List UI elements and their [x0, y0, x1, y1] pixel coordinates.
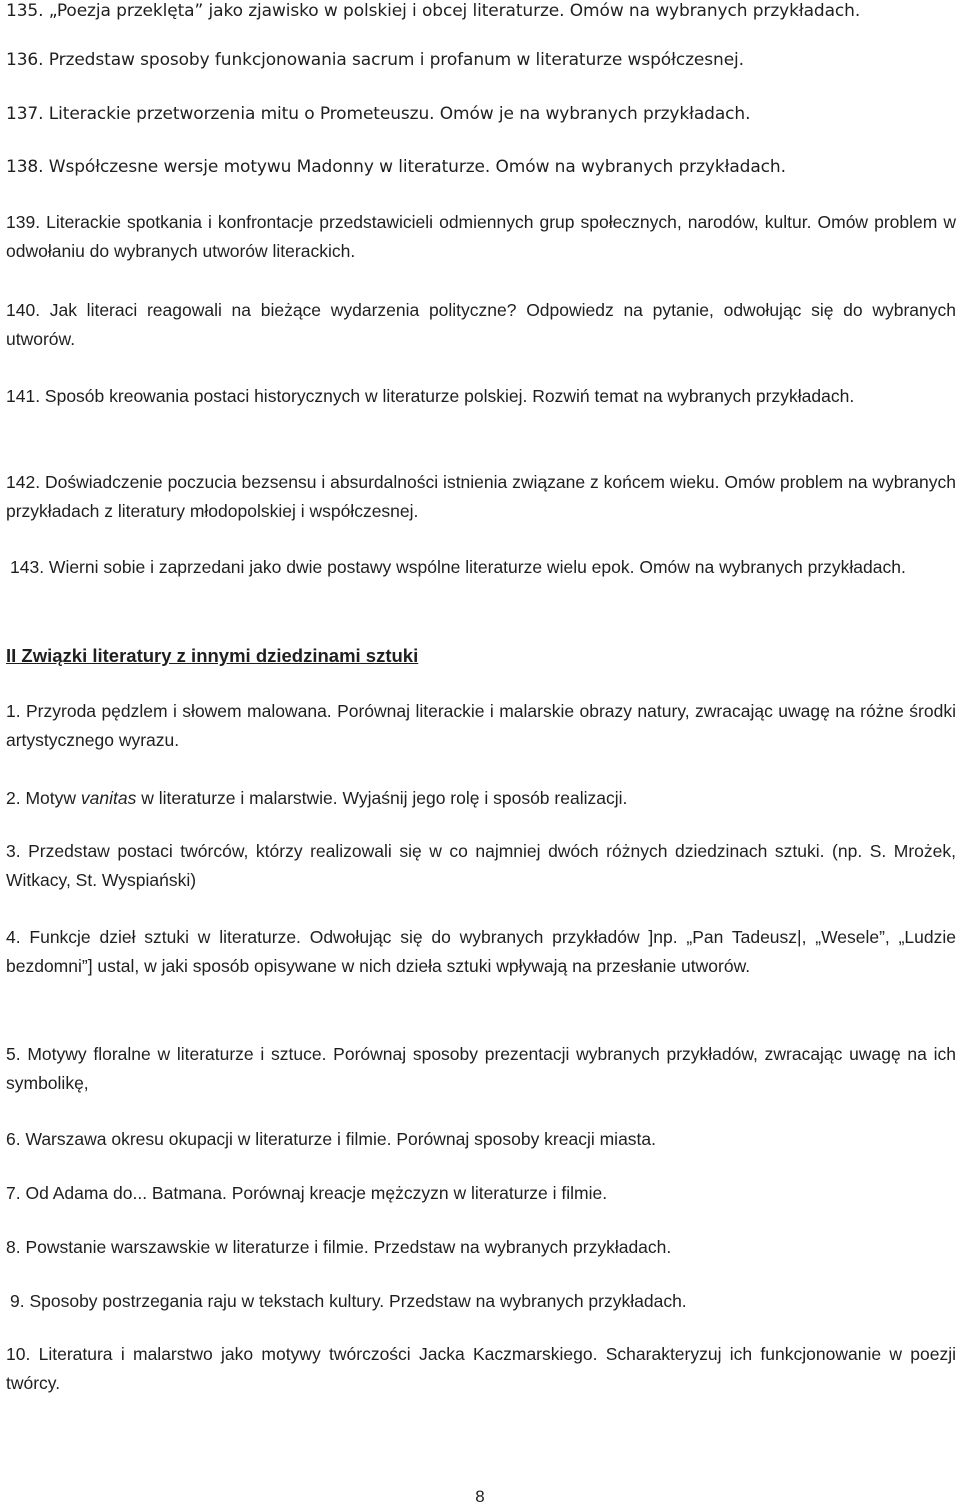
- page-number: 8: [475, 1487, 485, 1506]
- topic-136: 136. Przedstaw sposoby funkcjonowania sacrum i profanum w literaturze współczesnej.: [6, 50, 744, 70]
- section-item-9: [6, 1287, 956, 1316]
- topic-141: 141. Sposób kreowania postaci historycznych w literaturze polskiej. Rozwiń temat na wybranych przykładach.: [6, 386, 855, 406]
- section-item-5: 5. Motywy floralne w literaturze i sztuce. Porównaj sposoby prezentacji wybranych przykładów, zwracając uwagę na ich symbolikę,: [6, 1044, 956, 1093]
- section-heading: II Związki literatury z innymi dziedzinami sztuki: [6, 645, 419, 666]
- section-item-7: 7. Od Adama do... Batmana. Porównaj kreacje mężczyzn w literaturze i filmie.: [6, 1183, 608, 1203]
- section-item-6: 6. Warszawa okresu okupacji w literaturze i filmie. Porównaj sposoby kreacji miasta.: [6, 1129, 657, 1149]
- topic-140: 140. Jak literaci reagowali na bieżące wydarzenia polityczne? Odpowiedz na pytanie, odwołując się do wybranych utworów.: [6, 300, 956, 349]
- section-item-8: 8. Powstanie warszawskie w literaturze i filmie. Przedstaw na wybranych przykładach.: [6, 1237, 672, 1257]
- section-item-2: [6, 784, 956, 813]
- topic-137: 137. Literackie przetworzenia mitu o Prometeuszu. Omów je na wybranych przykładach.: [6, 104, 751, 124]
- section-item-2-after: w literaturze i malarstwie. Wyjaśnij jego rolę i sposób realizacji.: [136, 788, 628, 808]
- section-item-2-before: 2. Motyw: [6, 788, 81, 808]
- topic-142: 142. Doświadczenie poczucia bezsensu i absurdalności istnienia związane z końcem wieku. Omów problem na wybranych przykładach z literatury młodopolskiej i współczesnej.: [6, 472, 956, 521]
- topic-143: [6, 553, 956, 582]
- section-item-3: 3. Przedstaw postaci twórców, którzy realizowali się w co najmniej dwóch różnych dziedzinach sztuki. (np. S. Mrożek, Witkacy, St. Wyspiański): [6, 841, 956, 890]
- section-item-10: 10. Literatura i malarstwo jako motywy twórczości Jacka Kaczmarskiego. Scharakteryzuj ich funkcjonowanie w poezji twórcy.: [6, 1344, 956, 1393]
- topic-143-text: 143. Wierni sobie i zaprzedani jako dwie postawy wspólne literaturze wielu epok. Omów na wybranych przykładach.: [10, 557, 906, 577]
- topic-135: 135. „Poezja przeklęta” jako zjawisko w polskiej i obcej literaturze. Omów na wybranych przykładach.: [6, 1, 861, 21]
- section-item-4: 4. Funkcje dzieł sztuki w literaturze. Odwołując się do wybranych przykładów ]np. „Pan Tadeusz|, „Wesele”, „Ludzie bezdomni”] ustal, w jaki sposób opisywane w nich dzieła sztuki wpływają na przesłanie utworów.: [6, 927, 956, 976]
- section-item-2-italic: vanitas: [80, 788, 137, 808]
- section-item-9-text: 9. Sposoby postrzegania raju w tekstach kultury. Przedstaw na wybranych przykładach.: [10, 1291, 687, 1311]
- topic-139: 139. Literackie spotkania i konfrontacje przedstawicieli odmiennych grup społecznych, narodów, kultur. Omów problem w odwołaniu do wybranych utworów literackich.: [6, 212, 956, 261]
- section-item-1: 1. Przyroda pędzlem i słowem malowana. Porównaj literackie i malarskie obrazy natury, zwracając uwagę na różne środki artystycznego wyrazu.: [6, 701, 956, 750]
- topic-138: 138. Współczesne wersje motywu Madonny w literaturze. Omów na wybranych przykładach.: [6, 157, 786, 177]
